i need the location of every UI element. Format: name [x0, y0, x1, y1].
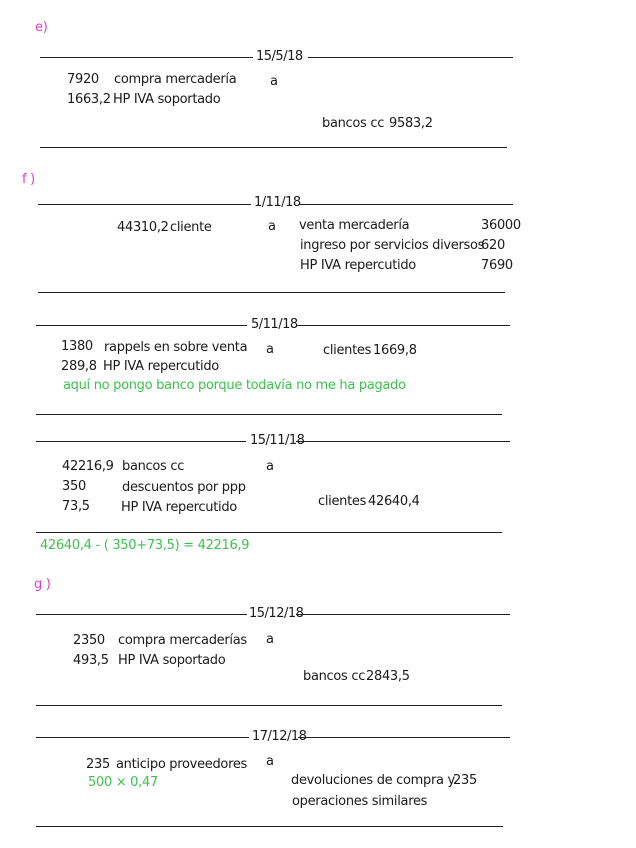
entry-closing-line — [36, 532, 502, 533]
entry-a-connector: a — [266, 342, 274, 357]
entry-a-connector: a — [268, 219, 276, 234]
entry-date: 17/12/18 — [252, 729, 307, 744]
debit-amount: 235 — [86, 757, 110, 772]
debit-amount: 2350 — [73, 633, 105, 648]
debit-account: rappels en sobre venta — [104, 340, 248, 355]
entry-separator-right — [297, 325, 510, 326]
entry-a-connector: a — [266, 754, 274, 769]
entry-a-connector: a — [270, 74, 278, 89]
credit-amount: 7690 — [481, 258, 513, 273]
entry-separator-right — [299, 204, 513, 205]
debit-amount: 289,8 — [61, 359, 97, 374]
entry-a-connector: a — [266, 632, 274, 647]
credit-amount: 235 — [453, 773, 477, 788]
debit-amount: 493,5 — [73, 653, 109, 668]
entry-date: 5/11/18 — [251, 317, 298, 332]
credit-account: clientes — [323, 343, 372, 358]
entry-separator-left — [40, 57, 253, 58]
section-label-f: f ) — [22, 172, 35, 187]
debit-amount: 44310,2 — [117, 220, 169, 235]
entry-separator-left — [36, 441, 246, 442]
credit-account: devoluciones de compra y — [291, 773, 455, 788]
section-label-e: e) — [35, 20, 48, 35]
debit-account: HP IVA repercutido — [121, 500, 237, 515]
section-label-g: g ) — [34, 577, 51, 592]
credit-amount: 1669,8 — [373, 343, 417, 358]
annotation-note: aquí no pongo banco porque todavía no me ha pagado — [63, 378, 406, 393]
entry-closing-line — [40, 147, 507, 148]
debit-account: HP IVA repercutido — [103, 359, 219, 374]
debit-amount: 1663,2 — [67, 92, 111, 107]
entry-closing-line — [36, 705, 502, 706]
debit-amount: 1380 — [61, 339, 93, 354]
debit-amount: 7920 — [67, 72, 99, 87]
debit-amount: 350 — [62, 479, 86, 494]
debit-account: HP IVA soportado — [118, 653, 226, 668]
debit-account: descuentos por ppp — [122, 480, 246, 495]
credit-amount: 42640,4 — [368, 494, 420, 509]
calculation-note: 500 × 0,47 — [88, 775, 158, 790]
credit-account: ingreso por servicios diversos — [300, 238, 485, 253]
entry-separator-right — [308, 57, 513, 58]
entry-closing-line — [38, 292, 505, 293]
credit-account-continued: operaciones similares — [292, 794, 428, 809]
entry-a-connector: a — [266, 459, 274, 474]
credit-amount: 9583,2 — [389, 116, 433, 131]
entry-separator-right — [296, 441, 510, 442]
credit-account: HP IVA repercutido — [300, 258, 416, 273]
debit-account: HP IVA soportado — [113, 92, 221, 107]
entry-closing-line — [36, 414, 502, 415]
entry-date: 15/11/18 — [250, 433, 305, 448]
entry-separator-left — [38, 204, 251, 205]
debit-amount: 42216,9 — [62, 459, 114, 474]
entry-separator-left — [36, 737, 249, 738]
entry-separator-right — [296, 614, 510, 615]
debit-account: compra mercaderías — [118, 633, 247, 648]
entry-date: 15/12/18 — [249, 606, 304, 621]
credit-account: venta mercadería — [299, 218, 410, 233]
calculation-note: 42640,4 - ( 350+73,5) = 42216,9 — [40, 538, 250, 553]
entry-date: 15/5/18 — [256, 49, 303, 64]
entry-separator-left — [36, 325, 247, 326]
debit-account: cliente — [170, 220, 212, 235]
credit-amount: 620 — [481, 238, 505, 253]
entry-date: 1/11/18 — [254, 195, 301, 210]
debit-account: compra mercadería — [114, 72, 237, 87]
debit-account: anticipo proveedores — [116, 757, 248, 772]
debit-amount: 73,5 — [62, 499, 90, 514]
credit-account: bancos cc — [303, 669, 366, 684]
credit-account: clientes — [318, 494, 367, 509]
entry-separator-right — [298, 737, 510, 738]
credit-amount: 2843,5 — [366, 669, 410, 684]
debit-account: bancos cc — [122, 459, 185, 474]
credit-amount: 36000 — [481, 218, 521, 233]
entry-separator-left — [36, 614, 247, 615]
entry-closing-line — [36, 826, 503, 827]
credit-account: bancos cc — [322, 116, 385, 131]
